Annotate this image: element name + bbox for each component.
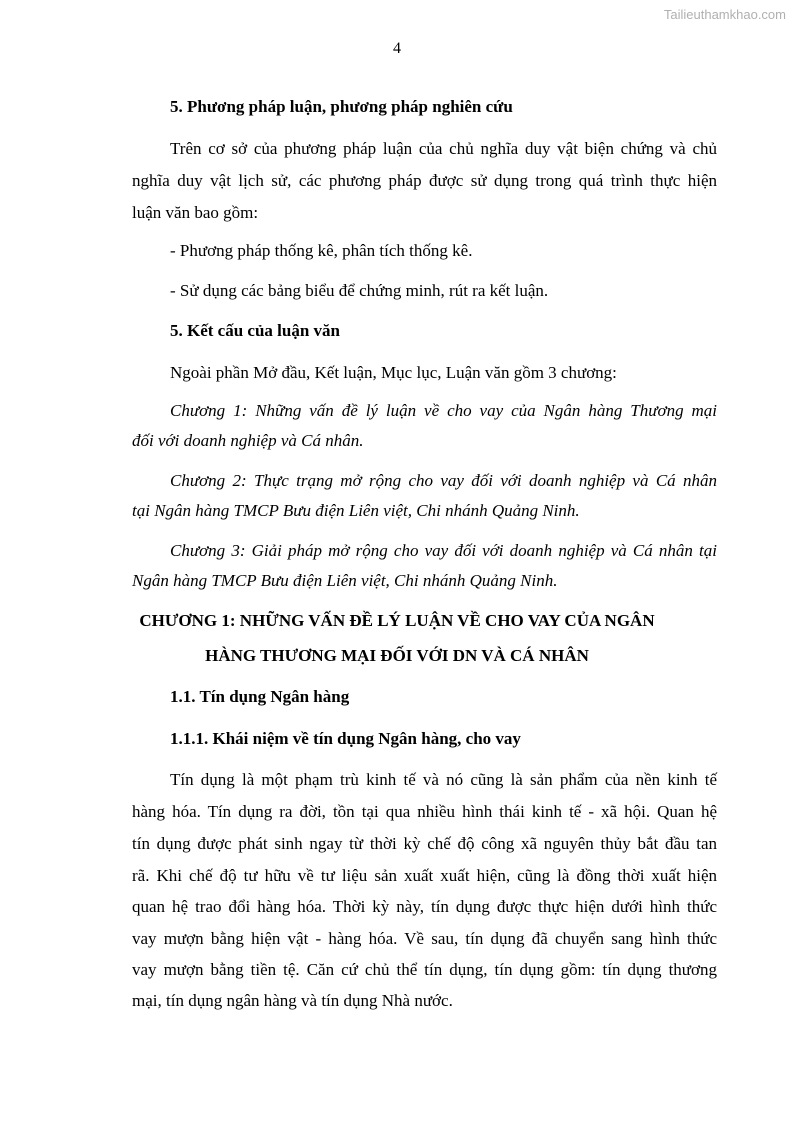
list-item: - Phương pháp thống kê, phân tích thống kê. [170,241,473,260]
list-item: - Sử dụng các bảng biểu để chứng minh, rút ra kết luận. [170,281,549,300]
body-line: hàng hóa. Tín dụng ra đời, tồn tại qua nhiều hình thái kinh tế - xã hội. Quan hệ [132,802,717,821]
heading-1-1-1: 1.1.1. Khái niệm về tín dụng Ngân hàng, cho vay [170,729,521,748]
chapter-title: HÀNG THƯƠNG MẠI ĐỐI VỚI DN VÀ CÁ NHÂN [205,646,589,665]
watermark: Tailieuthamkhao.com [663,7,786,22]
body-line: vay mượn bằng hiện vật - hàng hóa. Về sau, tín dụng đã chuyển sang hình thức [132,929,717,948]
paragraph-line: luận văn bao gồm: [132,203,259,222]
chapter-summary-line: đối với doanh nghiệp và Cá nhân. [132,431,364,450]
chapter-summary-line: Ngân hàng TMCP Bưu điện Liên việt, Chi nhánh Quảng Ninh. [132,571,558,590]
body-line: tín dụng được phát sinh ngay từ thời kỳ chế độ công xã nguyên thủy bắt đầu tan [132,834,717,853]
body-line: vay mượn bằng tiền tệ. Căn cứ chủ thể tín dụng, tín dụng gồm: tín dụng thương [132,960,717,979]
chapter-summary-line: tại Ngân hàng TMCP Bưu điện Liên việt, Chi nhánh Quảng Ninh. [132,501,580,520]
body-line: Tín dụng là một phạm trù kinh tế và nó cũng là sản phẩm của nền kinh tế [170,770,717,789]
section-heading-methodology: 5. Phương pháp luận, phương pháp nghiên cứu [170,97,513,116]
paragraph-line: Ngoài phần Mở đầu, Kết luận, Mục lục, Luận văn gồm 3 chương: [170,363,617,382]
heading-1-1: 1.1. Tín dụng Ngân hàng [170,687,350,706]
page-number: 4 [393,40,401,57]
section-heading-structure: 5. Kết cấu của luận văn [170,321,341,340]
chapter-summary-line: Chương 3: Giải pháp mở rộng cho vay đối với doanh nghiệp và Cá nhân tại [170,541,717,560]
chapter-summary-line: Chương 2: Thực trạng mở rộng cho vay đối với doanh nghiệp và Cá nhân [170,471,717,490]
paragraph-line: Trên cơ sở của phương pháp luận của chủ nghĩa duy vật biện chứng và chủ [170,139,717,158]
paragraph-line: nghĩa duy vật lịch sử, các phương pháp được sử dụng trong quá trình thực hiện [132,171,717,190]
body-line: mại, tín dụng ngân hàng và tín dụng Nhà nước. [132,991,453,1010]
body-line: quan hệ trao đổi hàng hóa. Thời kỳ này, tín dụng được thực hiện dưới hình thức [132,897,717,916]
chapter-summary-line: Chương 1: Những vấn đề lý luận về cho vay của Ngân hàng Thương mại [170,401,717,420]
chapter-title: CHƯƠNG 1: NHỮNG VẤN ĐỀ LÝ LUẬN VỀ CHO VAY CỦA NGÂN [139,611,655,630]
body-line: rã. Khi chế độ tư hữu về tư liệu sản xuất xuất hiện, cũng là đồng thời xuất hiện [132,866,717,885]
